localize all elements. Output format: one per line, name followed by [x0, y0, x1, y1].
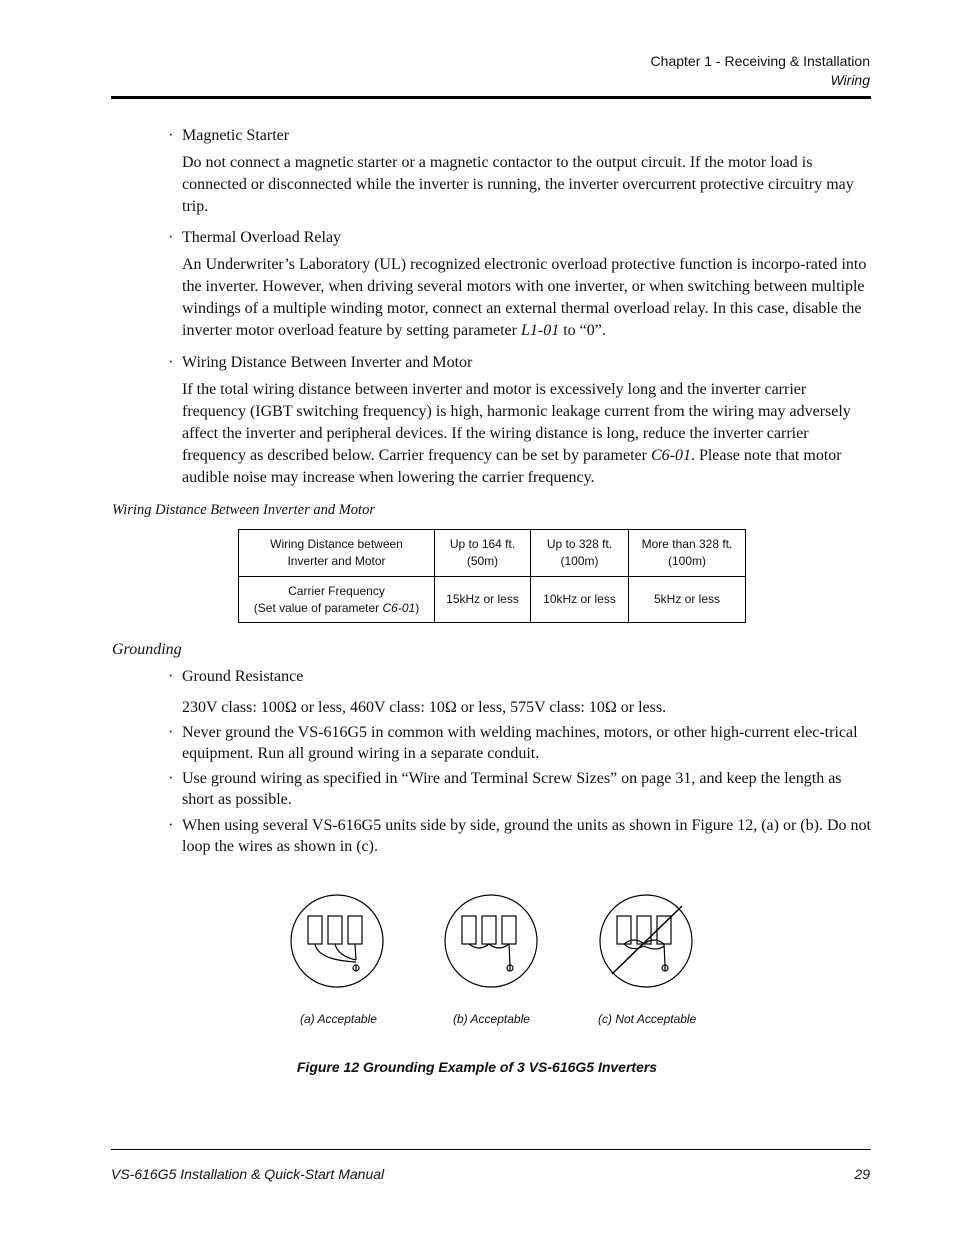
running-header — [651, 52, 870, 90]
cell-line — [239, 600, 434, 617]
cell-line: More than 328 ft. — [641, 537, 733, 551]
page-number: 29 — [854, 1166, 870, 1182]
cell-text: ) — [415, 600, 420, 615]
figure-caption-a: (a) Acceptable — [300, 1012, 377, 1026]
table-row — [239, 577, 746, 623]
footer-manual-title: VS-616G5 Installation & Quick-Start Manual — [111, 1166, 385, 1182]
distance-text-end: . Please note that motor audible noise may increase when lowering the carrier frequency. — [182, 447, 842, 486]
table-cell-label — [239, 530, 435, 577]
figure-caption-b: (b) Acceptable — [453, 1012, 530, 1026]
thermal-overload-heading: · Thermal Overload Relay — [168, 229, 342, 246]
bullet-text: When using several VS-616G5 units side by side, ground the units as shown in Figure 12, (a) or (b). Do not loop the wires as shown in (c). — [182, 817, 871, 855]
cell-param: C6-01 — [382, 600, 416, 615]
cell-line: Up to 164 ft. — [449, 537, 516, 551]
header-rule — [111, 96, 871, 99]
table-cell — [531, 530, 629, 577]
table-cell-label — [239, 577, 435, 623]
ground-resistance-values: 230V class: 100Ω or less, 460V class: 10Ω or less, 575V class: 10Ω or less. — [182, 699, 667, 716]
thermal-overload-text — [182, 254, 872, 342]
cell-line: Up to 328 ft. — [546, 537, 613, 551]
inverter-unit — [617, 916, 631, 944]
cell-line: Wiring Distance between — [270, 537, 403, 551]
magnetic-starter-title: Magnetic Starter — [182, 127, 290, 144]
cell-line: (100m) — [667, 554, 706, 568]
diagram-b — [445, 895, 537, 987]
figure-title: Figure 12 Grounding Example of 3 VS-616G5 Inverters — [296, 1059, 658, 1075]
thermal-text-end: to “0”. — [559, 322, 606, 339]
bullet-several-units: · When using several VS-616G5 units side by side, ground the units as shown in Figure 12, (a) or (b). Do not loop the wires as shown in (c). — [168, 817, 871, 855]
thermal-text-main: An Underwriter’s Laboratory (UL) recognized electronic overload protective function is incorpo-rated into the inverter. However, when driving several motors with one inverter, or when switching between multiple windings of a multiple winding motor, connect an external thermal overload relay. In this case, disable the inverter motor overload feature by setting parameter — [182, 256, 867, 339]
bullet-text: Never ground the VS-616G5 in common with welding machines, motors, or other high-current elec-trical equipment. Run all ground wiring in a separate conduit. — [182, 724, 858, 762]
table-cell: 10kHz or less — [531, 577, 629, 623]
inverter-unit — [462, 916, 476, 944]
header-chapter: Chapter 1 - Receiving & Installation — [650, 53, 870, 69]
ground-wire — [664, 944, 665, 965]
distance-text-main: If the total wiring distance between inverter and motor is excessively long and the inverter carrier frequency (IGBT switching frequency) is high, harmonic leakage current from the wiring may adversely affect the inverter and peripheral devices. If the wiring distance is long, reduce the inverter carrier frequency as described below. Carrier frequency can be set by parameter — [182, 381, 851, 464]
footer-rule — [111, 1149, 871, 1150]
ground-wire — [335, 944, 356, 960]
grounding-heading: Grounding — [112, 641, 182, 658]
bullet-text: Use ground wiring as specified in “Wire and Terminal Screw Sizes” on page 31, and keep the length as short as possible. — [182, 770, 842, 808]
table-cell: 15kHz or less — [435, 577, 531, 623]
diagram-a — [291, 895, 383, 987]
inverter-unit — [482, 916, 496, 944]
cell-line: (50m) — [466, 554, 499, 568]
wiring-distance-text — [182, 379, 872, 489]
cell-line: Carrier Frequency — [288, 583, 385, 598]
thermal-param: L1-01 — [520, 322, 560, 339]
grounding-figure — [280, 888, 710, 998]
magnetic-starter-text: Do not connect a magnetic starter or a magnetic contactor to the output circuit. If the motor load is connected or disconnected while the inverter is running, the inverter overcurrent protective circuitry may trip. — [182, 154, 854, 215]
cell-line: Inverter and Motor — [287, 554, 386, 568]
inverter-unit — [502, 916, 516, 944]
cell-line: (100m) — [560, 554, 599, 568]
wiring-distance-table — [238, 529, 746, 623]
bullet-ground-wiring: · Use ground wiring as specified in “Wire and Terminal Screw Sizes” on page 31, and keep the length as short as possible. — [168, 768, 872, 789]
diagram-c — [600, 895, 692, 987]
distance-param: C6-01 — [650, 447, 691, 464]
header-section: Wiring — [830, 72, 870, 88]
inverter-unit — [328, 916, 342, 944]
inverter-unit — [308, 916, 322, 944]
thermal-overload-title: Thermal Overload Relay — [182, 229, 342, 246]
ground-wire — [355, 944, 356, 960]
wiring-distance-title: Wiring Distance Between Inverter and Motor — [182, 354, 473, 371]
magnetic-starter-heading: · Magnetic Starter — [168, 127, 290, 144]
cell-text: (Set value of parameter — [253, 600, 383, 615]
table-caption: Wiring Distance Between Inverter and Motor — [112, 502, 375, 518]
circle-outline — [291, 895, 383, 987]
table-row — [239, 530, 746, 577]
wiring-distance-heading: · Wiring Distance Between Inverter and Motor — [168, 354, 473, 371]
inverter-unit — [348, 916, 362, 944]
table-cell — [629, 530, 746, 577]
table-cell: 5kHz or less — [629, 577, 746, 623]
ground-resistance-title: Ground Resistance — [182, 668, 304, 685]
figure-caption-c: (c) Not Acceptable — [598, 1012, 697, 1026]
inverter-unit — [637, 916, 651, 944]
table-cell — [435, 530, 531, 577]
ground-resistance-heading: · Ground Resistance — [168, 668, 304, 685]
circle-outline — [445, 895, 537, 987]
bullet-never-ground: · Never ground the VS-616G5 in common with welding machines, motors, or other high-current elec-trical equipment. Run all ground wiring in a separate conduit. — [168, 722, 872, 743]
ground-wire — [509, 944, 510, 965]
inverter-unit — [657, 916, 671, 944]
